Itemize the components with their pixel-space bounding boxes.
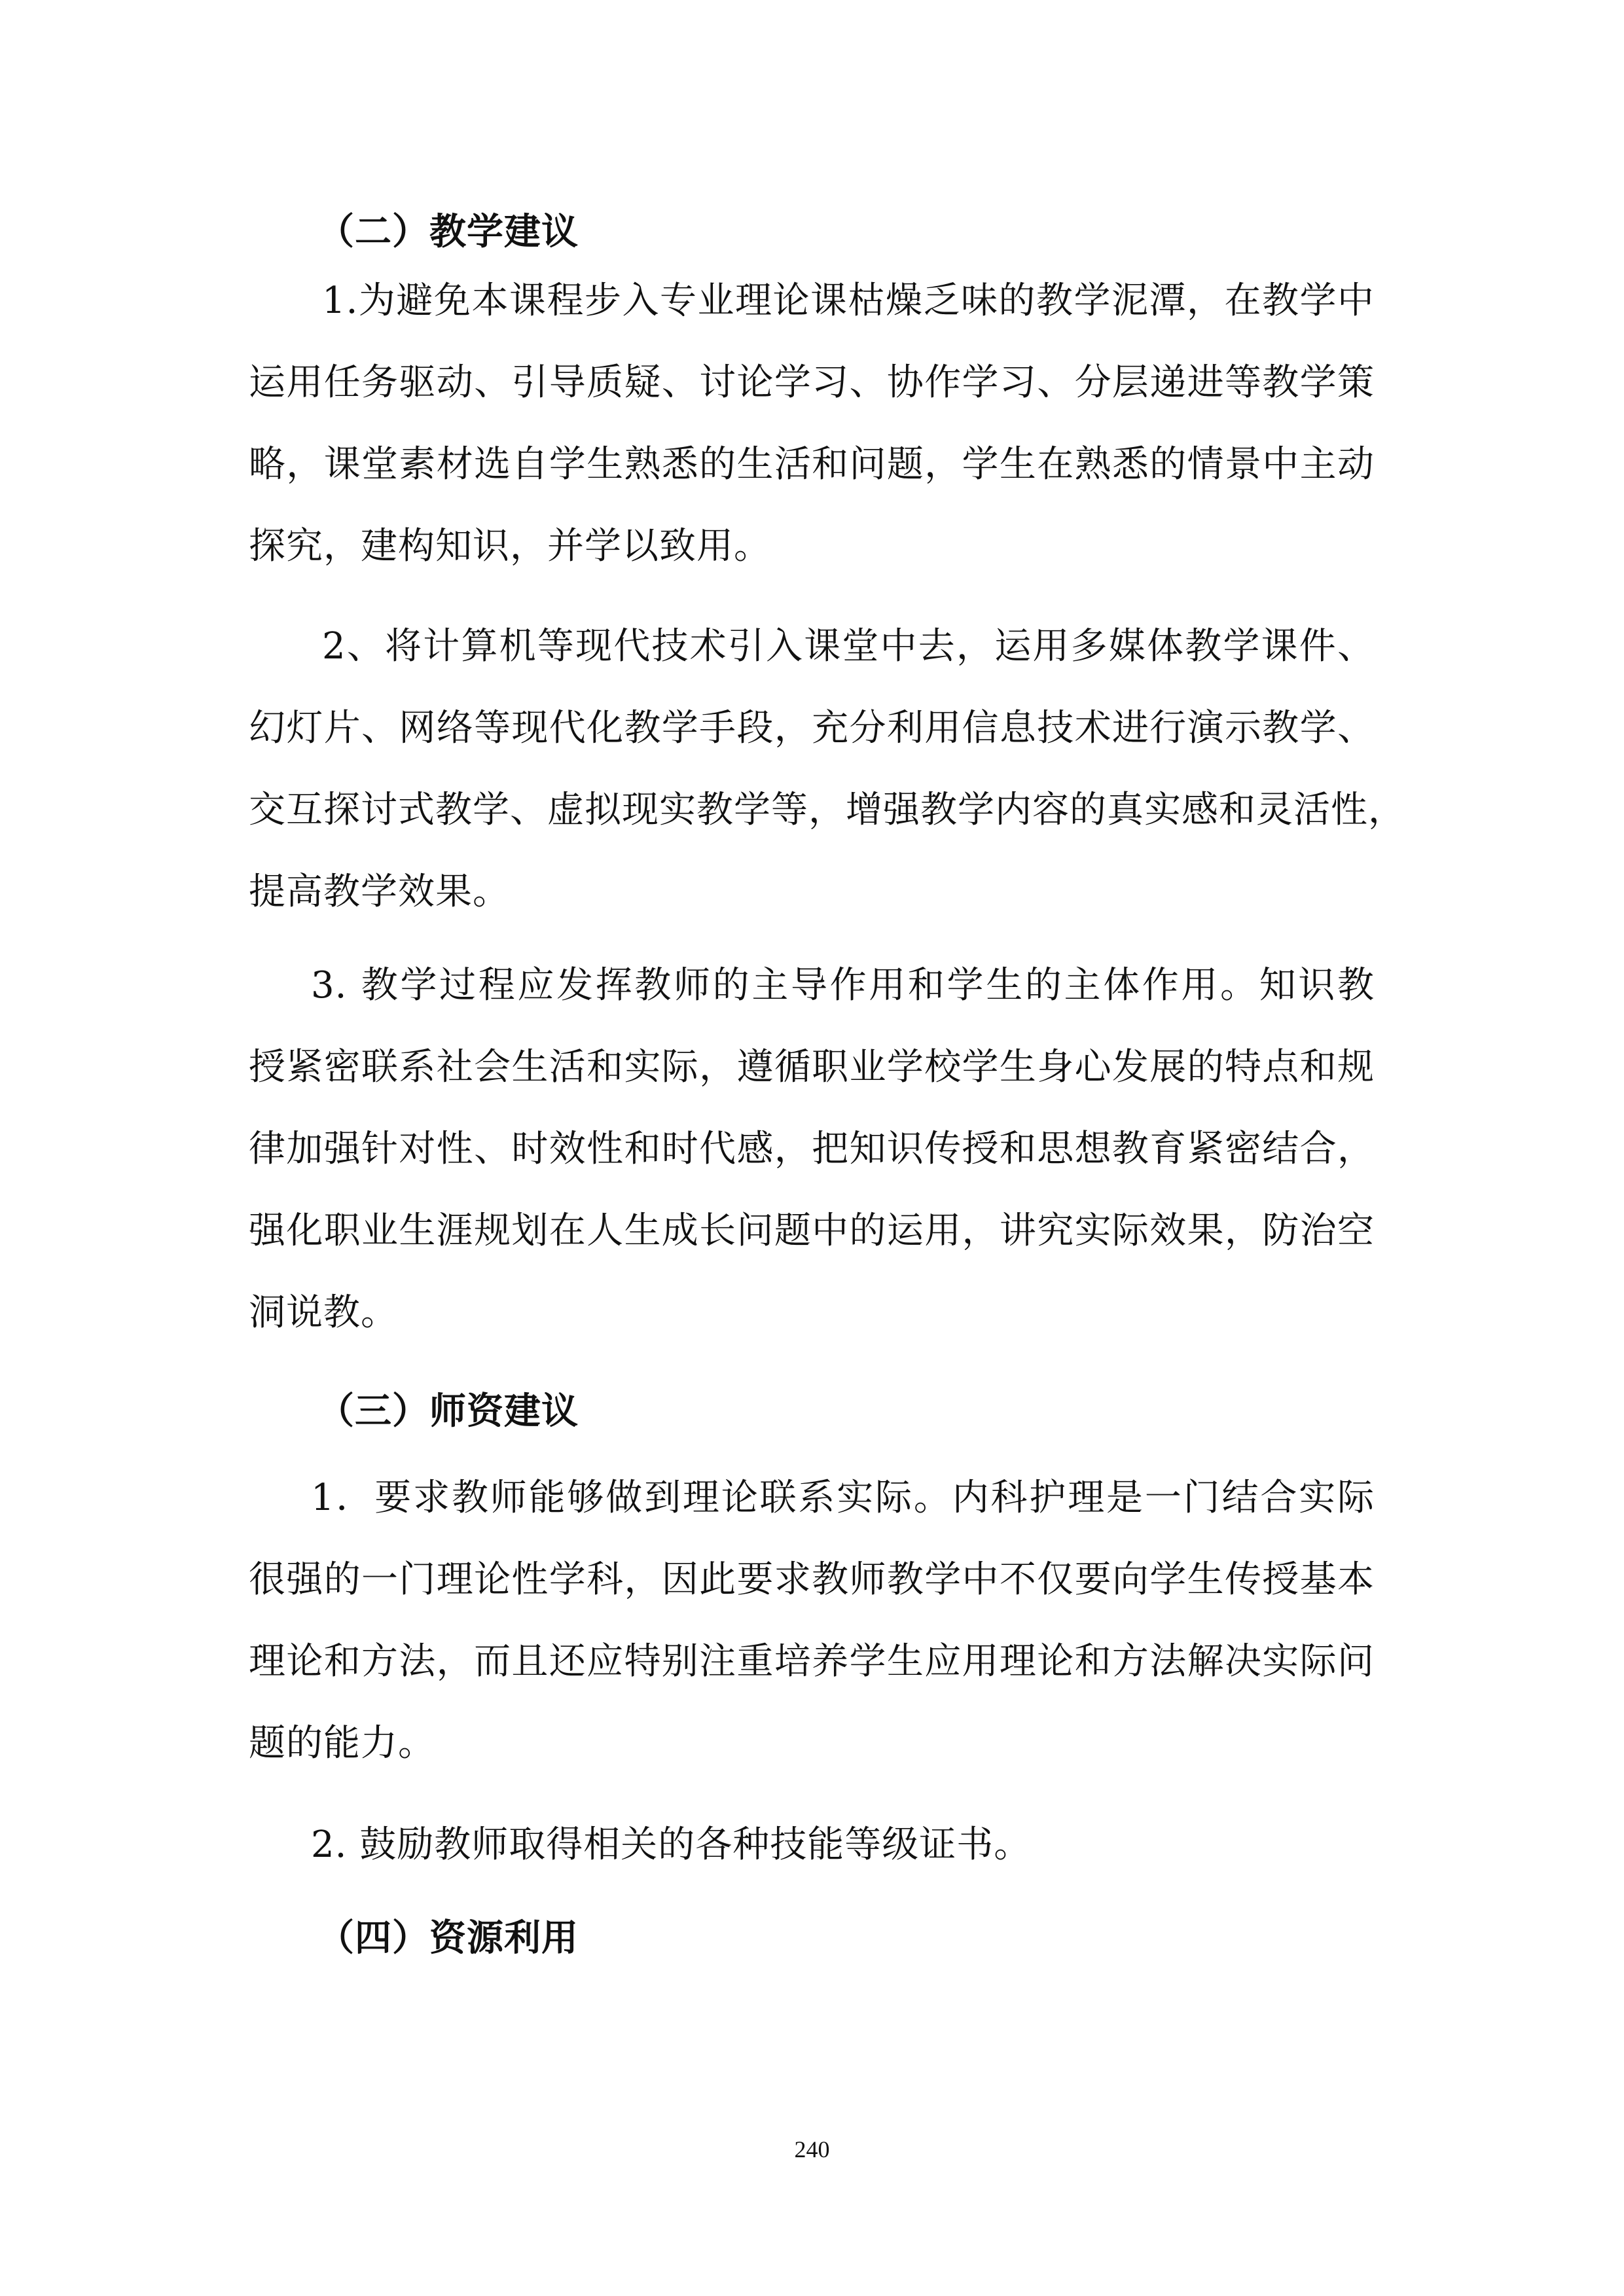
section-heading-faculty-suggestions: （三）师资建议 [317,1390,579,1433]
paragraph-line: 幻灯片、网络等现代化教学手段，充分利用信息技术进行演示教学、 [249,707,1375,749]
paragraph-line: 洞说教。 [249,1291,398,1334]
paragraph-line: 强化职业生涯规划在人生成长问题中的运用，讲究实际效果，防治空 [249,1210,1375,1252]
section-heading-resource-utilization: （四）资源利用 [317,1917,579,1960]
paragraph-line: 3. 教学过程应发挥教师的主导作用和学生的主体作用。知识教 [311,964,1375,1007]
paragraph-line: 1.为避免本课程步入专业理论课枯燥乏味的教学泥潭，在教学中 [322,279,1375,322]
paragraph-line: 授紧密联系社会生活和实际，遵循职业学校学生身心发展的特点和规 [249,1046,1375,1088]
paragraph-line: 很强的一门理论性学科，因此要求教师教学中不仅要向学生传授基本 [249,1558,1375,1601]
paragraph-line: 运用任务驱动、引导质疑、讨论学习、协作学习、分层递进等教学策 [249,361,1375,404]
page-number: 240 [794,2136,830,2162]
paragraph-line: 略，课堂素材选自学生熟悉的生活和问题，学生在熟悉的情景中主动 [249,443,1375,486]
section-heading-teaching-suggestions: （二）教学建议 [317,211,579,253]
paragraph-line: 理论和方法，而且还应特别注重培养学生应用理论和方法解决实际问 [249,1640,1375,1683]
paragraph-line: 律加强针对性、时效性和时代感，把知识传授和思想教育紧密结合， [249,1128,1375,1170]
paragraph-line: 探究，建构知识，并学以致用。 [249,525,771,567]
paragraph-line: 交互探讨式教学、虚拟现实教学等，增强教学内容的真实感和灵活性， [249,789,1405,831]
paragraph-line: 2、将计算机等现代技术引入课堂中去，运用多媒体教学课件、 [322,625,1375,668]
paragraph-line: 提高教学效果。 [249,870,510,913]
paragraph-line: 题的能力。 [249,1722,435,1765]
paragraph-line: 1．要求教师能够做到理论联系实际。内科护理是一门结合实际 [311,1477,1375,1519]
paragraph-line: 2. 鼓励教师取得相关的各种技能等级证书。 [311,1823,1032,1866]
